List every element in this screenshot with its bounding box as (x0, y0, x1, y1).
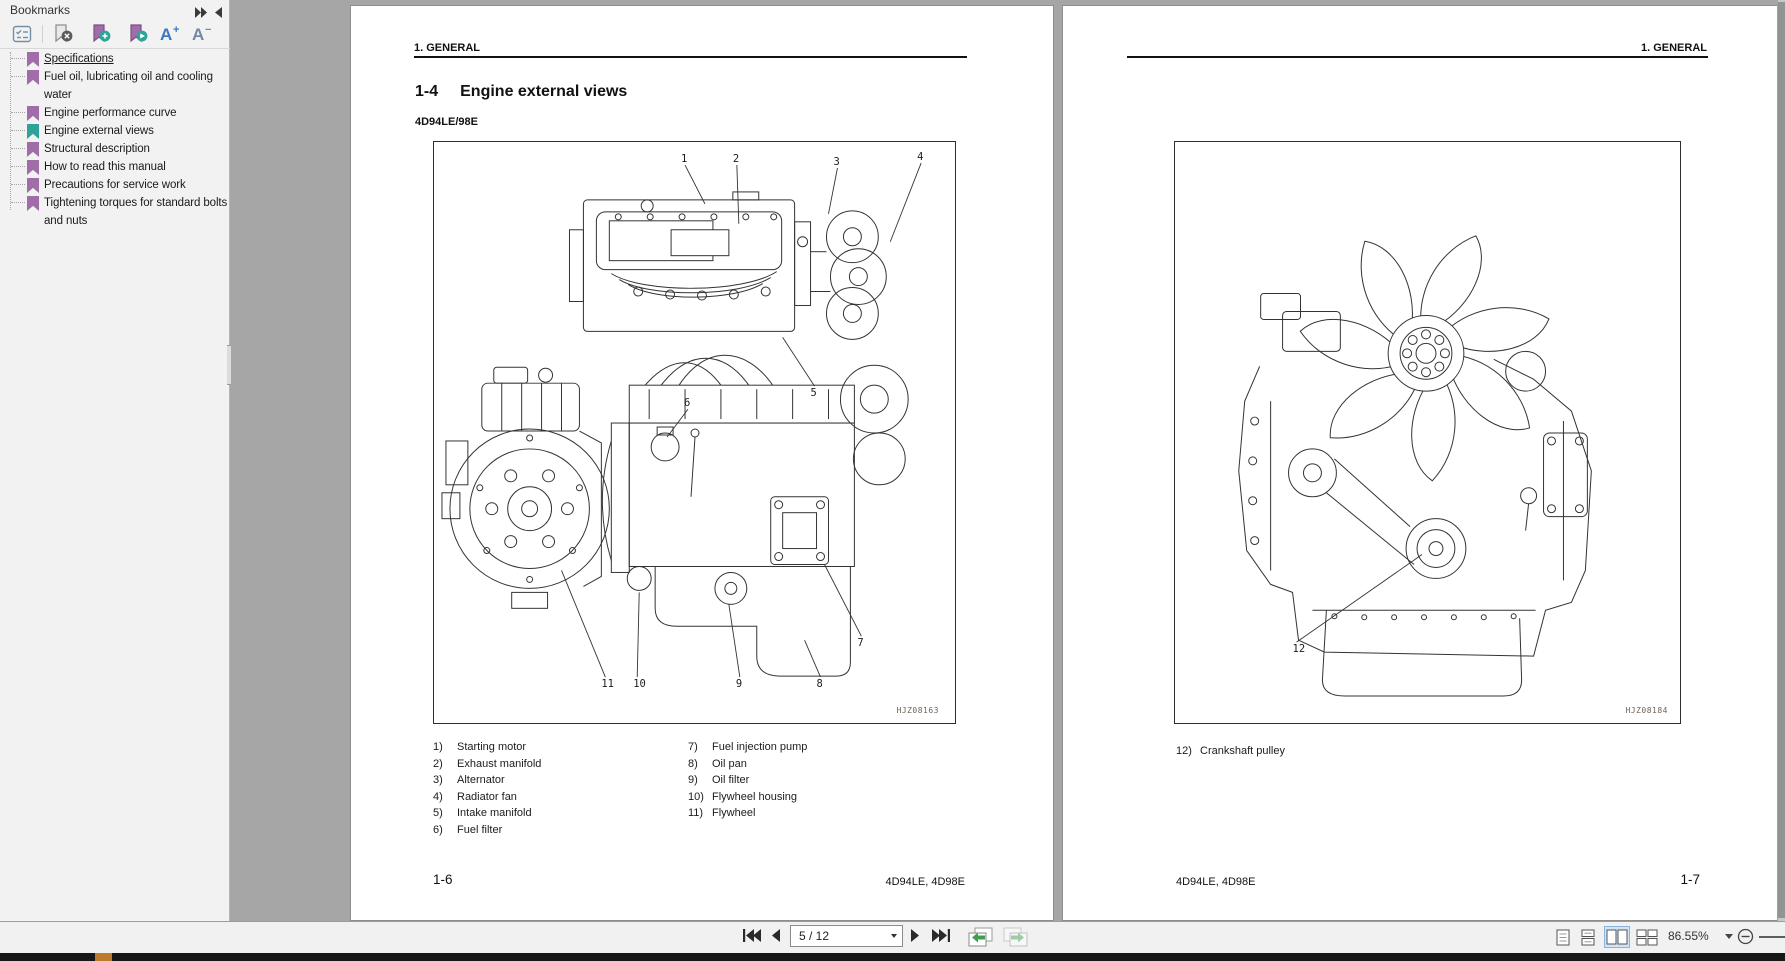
part-item: 11) Flywheel (688, 807, 756, 820)
footer-models-left: 4D94LE, 4D98E (885, 876, 965, 888)
bookmark-label: Engine performance curve (44, 107, 177, 119)
engine-front-view-diagram (1175, 142, 1680, 723)
decrease-text-size-icon[interactable] (191, 23, 215, 50)
zoom-slider-track[interactable] (1759, 936, 1785, 938)
part-item: 2) Exhaust manifold (433, 757, 542, 770)
part-item: 4) Radiator fan (433, 790, 517, 803)
bookmark-item[interactable] (0, 158, 230, 176)
header-rule-left (414, 56, 967, 58)
section-heading (415, 83, 627, 101)
figure-frame-right (1174, 141, 1681, 724)
facing-pages-view-button[interactable] (1604, 926, 1630, 948)
previous-view-button[interactable] (966, 926, 994, 948)
svg-text:4: 4 (917, 151, 924, 164)
part-item: 7) Fuel injection pump (688, 741, 808, 753)
page-number-combobox[interactable] (790, 925, 903, 947)
bookmark-flag-icon (27, 106, 39, 121)
svg-text:3: 3 (833, 156, 840, 169)
part-item: 10) Flywheel housing (688, 790, 797, 803)
last-page-button[interactable] (931, 928, 951, 943)
svg-text:−: − (205, 24, 212, 36)
section-number: 1-4 (415, 83, 439, 100)
bookmark-item[interactable] (0, 194, 230, 230)
bookmarks-panel (0, 0, 230, 921)
bookmark-item[interactable] (0, 50, 230, 68)
bookmark-flag-icon (27, 142, 39, 157)
bookmark-flag-icon (27, 124, 39, 139)
taskbar-accent (95, 953, 112, 961)
svg-text:1: 1 (681, 153, 688, 166)
previous-page-button[interactable] (771, 928, 781, 943)
bookmark-item[interactable] (0, 122, 230, 140)
toolbar-divider (42, 25, 43, 43)
bookmark-item[interactable] (0, 176, 230, 194)
footer-models-right: 4D94LE, 4D98E (1176, 876, 1256, 888)
engine-external-views-diagram (434, 142, 955, 723)
svg-text:2: 2 (732, 153, 740, 166)
bookmarks-toolbar (0, 21, 230, 47)
bookmark-flag-icon (27, 70, 39, 85)
page-number-right: 1-7 (1680, 872, 1700, 887)
bookmark-label: Fuel oil, lubricating oil and cooling water (44, 71, 213, 101)
bookmark-item[interactable] (0, 104, 230, 122)
svg-text:11: 11 (601, 678, 614, 691)
part-item: 9) Oil filter (688, 774, 750, 787)
bookmark-label: Structural description (44, 143, 150, 155)
running-header-left: 1. GENERAL (414, 42, 481, 54)
svg-text:5: 5 (810, 387, 817, 400)
next-page-button[interactable] (910, 928, 920, 943)
zoom-level-value: 86.55% (1668, 929, 1709, 943)
bookmark-flag-icon (27, 178, 39, 193)
zoom-out-button[interactable] (1737, 928, 1754, 945)
part-item: 5) Intake manifold (433, 807, 532, 820)
svg-text:9: 9 (735, 678, 743, 691)
page-left (350, 5, 1054, 921)
go-to-bookmark-icon[interactable] (127, 23, 149, 50)
bookmark-item[interactable] (0, 68, 230, 104)
svg-text:+: + (173, 24, 180, 36)
bookmark-options-icon[interactable] (12, 24, 33, 49)
caption-text: Crankshaft pulley (1200, 745, 1285, 757)
section-title: Engine external views (460, 83, 628, 100)
bookmark-flag-icon (27, 52, 39, 67)
part-item: 1) Starting motor (433, 741, 527, 753)
svg-text:7: 7 (857, 637, 864, 650)
model-heading: 4D94LE/98E (415, 116, 478, 128)
zoom-caret-icon[interactable] (1725, 934, 1733, 939)
window-bottom-edge (0, 953, 1785, 961)
running-header-right: 1. GENERAL (1640, 42, 1707, 54)
bookmark-label: Engine external views (44, 125, 154, 137)
svg-text:6: 6 (684, 397, 691, 410)
svg-text:A: A (192, 25, 205, 44)
part-item: 3) Alternator (433, 774, 505, 787)
toolbar-separator (0, 48, 230, 49)
bookmark-list (0, 50, 230, 230)
part-item: 8) Oil pan (688, 757, 747, 770)
bookmark-label: Precautions for service work (44, 179, 186, 191)
svg-text:10: 10 (633, 678, 646, 691)
increase-text-size-icon[interactable] (159, 23, 183, 50)
caption-number: 12) (1176, 745, 1192, 757)
continuous-facing-view-button[interactable] (1636, 929, 1658, 946)
svg-text:8: 8 (816, 678, 823, 691)
parts-col-2 (688, 739, 988, 839)
bookmark-flag-icon (27, 196, 39, 211)
bookmark-label: How to read this manual (44, 161, 166, 173)
parts-list (433, 739, 993, 839)
bookmark-flag-icon (27, 160, 39, 175)
next-view-button[interactable] (1002, 926, 1030, 948)
combobox-caret-icon (891, 934, 897, 938)
page-number-left: 1-6 (433, 872, 453, 887)
figure-code-left: HJZ08163 (896, 706, 939, 715)
single-page-view-button[interactable] (1556, 929, 1570, 946)
delete-bookmark-icon[interactable] (52, 23, 74, 50)
bookmark-label: Specifications (44, 53, 114, 65)
figure-frame-left (433, 141, 956, 724)
vertical-scrollbar-thumb[interactable] (1778, 2, 1785, 918)
svg-text:A: A (160, 25, 173, 44)
page-right (1062, 5, 1777, 921)
parts-col-1 (433, 739, 688, 839)
header-rule-right (1127, 56, 1708, 58)
page-indicator: 5 / 12 (799, 929, 830, 943)
figure-code-right: HJZ08184 (1625, 706, 1668, 715)
first-page-button[interactable] (742, 928, 762, 943)
figure-caption (1176, 745, 1285, 757)
add-bookmark-icon[interactable] (90, 23, 112, 50)
continuous-view-button[interactable] (1581, 929, 1595, 946)
bookmark-label: Tightening torques for standard bolts and nuts (44, 197, 228, 227)
part-item: 6) Fuel filter (433, 823, 503, 836)
bookmark-item[interactable] (0, 140, 230, 158)
svg-text:12: 12 (1292, 643, 1306, 656)
bookmarks-panel-title: Bookmarks (10, 3, 71, 17)
